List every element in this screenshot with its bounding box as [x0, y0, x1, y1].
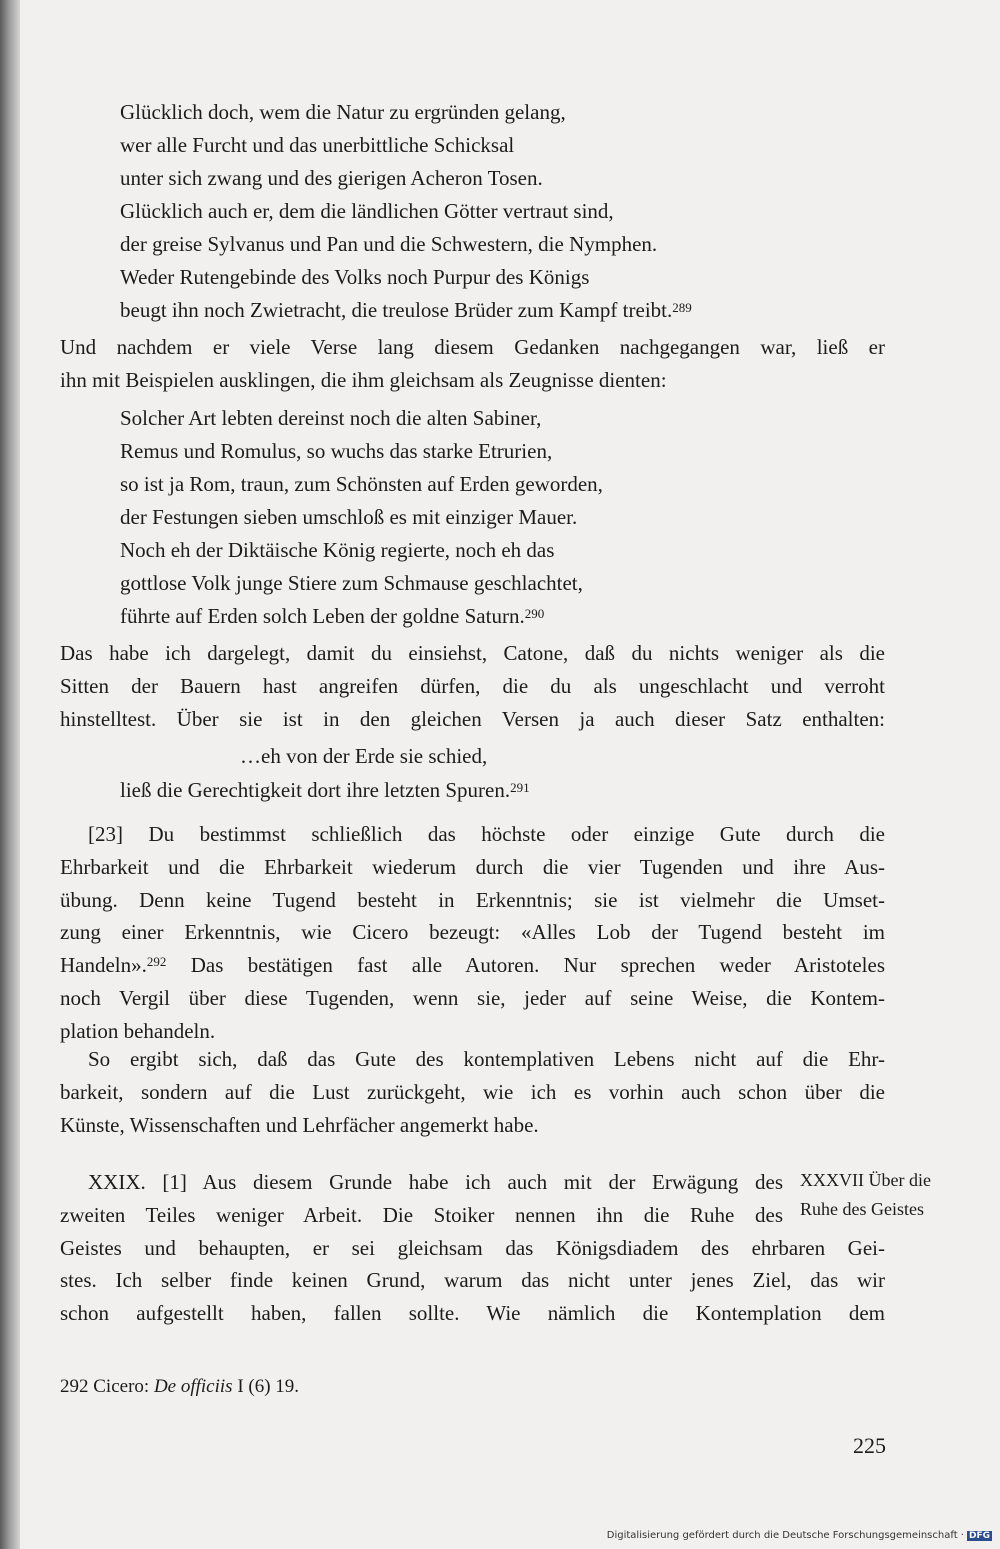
text-line: barkeit, sondern auf die Lust zurückgeht, wie ich es vorhin auch schon über die [60, 1079, 885, 1104]
text-line: [23] Du bestimmst schließlich das höchste oder einzige Gute durch die [88, 822, 885, 846]
verse-line [120, 294, 692, 327]
verse-line: Weder Rutengebinde des Volks noch Purpur des Königs [120, 265, 590, 289]
verse-line: wer alle Furcht und das unerbittliche Schicksal [120, 133, 515, 157]
margin-note-line: Ruhe des Geistes [800, 1199, 924, 1219]
verse-line: der Festungen sieben umschloß es mit einziger Mauer. [120, 505, 578, 529]
verse-line: Glücklich doch, wem die Natur zu ergründen gelang, [120, 100, 566, 124]
margin-note [800, 1166, 980, 1224]
text-line: noch Vergil über diese Tugenden, wenn sie, jeder auf seine Weise, die Kontem- [60, 985, 885, 1010]
page-number: 225 [853, 1433, 886, 1458]
text-line: XXIX. [1] Aus diesem Grunde habe ich auch mit der Erwägung des [88, 1170, 783, 1194]
dfg-logo: DFG [968, 1531, 990, 1541]
text-line: Das habe ich dargelegt, damit du einsiehst, Catone, daß du nichts weniger als die [60, 641, 885, 665]
footnote-ref[interactable]: 292 [146, 954, 167, 970]
footnote-work-title: De officiis [153, 1376, 233, 1397]
paragraph-2 [60, 637, 885, 735]
text-line [60, 949, 885, 982]
verse-line [120, 774, 530, 807]
verse-block-3-line-2 [120, 774, 530, 807]
verse-block-2 [120, 402, 603, 633]
verse-line-text: beugt ihn noch Zwietracht, die treulose Brüder zum Kampf treibt. [120, 298, 673, 322]
paragraph-5 [60, 1166, 885, 1330]
verse-line: Glücklich auch er, dem die ländlichen Götter vertraut sind, [120, 199, 614, 223]
text-fragment: Handeln». [60, 953, 147, 978]
footnote-text: I (6) 19. [232, 1376, 300, 1397]
verse-line: der greise Sylvanus und Pan und die Schwestern, die Nymphen. [120, 232, 658, 256]
text-line: schon aufgestellt haben, fallen sollte. Wie nämlich die Kontemplation dem [60, 1301, 885, 1326]
text-line: Geistes und behaupten, er sei gleichsam das Königsdiadem des ehrbaren Gei- [60, 1235, 885, 1260]
footnote-ref[interactable]: 291 [510, 780, 530, 795]
verse-line: Noch eh der Diktäische König regierte, noch eh das [120, 538, 555, 562]
paragraph-3 [60, 818, 885, 1048]
verse-line: Solcher Art lebten dereinst noch die alten Sabiner, [120, 406, 542, 430]
text-line: Und nachdem er viele Verse lang diesem Gedanken nachgegangen war, ließ er [60, 335, 885, 359]
margin-note-line: XXXVII Über die [800, 1170, 931, 1190]
paragraph-1 [60, 331, 885, 397]
text-line: Künste, Wissenschaften und Lehrfächer angemerkt habe. [60, 1112, 539, 1137]
text-fragment: Das bestätigen fast alle Autoren. Nur sprechen weder Aristoteles [166, 953, 885, 978]
text-line: So ergibt sich, daß das Gute des kontemplativen Lebens nicht auf die Ehr- [88, 1047, 885, 1071]
text-line: plation behandeln. [60, 1018, 216, 1043]
text-line: zweiten Teiles weniger Arbeit. Die Stoiker nennen ihn die Ruhe des [60, 1202, 783, 1227]
paragraph-4 [60, 1043, 885, 1141]
footnote-ref[interactable]: 290 [524, 606, 545, 621]
verse-line: …eh von der Erde sie schied, [240, 744, 488, 768]
text-line: zung einer Erkenntnis, wie Cicero bezeugt: «Alles Lob der Tugend besteht im [60, 920, 885, 945]
verse-line [120, 600, 603, 633]
text-line: ihn mit Beispielen ausklingen, die ihm gleichsam als Zeugnisse dienten: [60, 367, 667, 392]
footnote-292 [60, 1376, 299, 1398]
verse-block-3-line-1 [240, 740, 487, 773]
verse-line: so ist ja Rom, traun, zum Schönsten auf Erden geworden, [120, 472, 603, 496]
verse-line-text: führte auf Erden solch Leben der goldne Saturn. [120, 604, 525, 628]
footnote-text: 292 Cicero: [60, 1376, 154, 1397]
text-line: Sitten der Bauern hast angreifen dürfen, die du als ungeschlacht und verroht [60, 673, 885, 698]
verse-line: gottlose Volk junge Stiere zum Schmause geschlachtet, [120, 571, 583, 595]
text-line: stes. Ich selber finde keinen Grund, warum das nicht unter jenes Ziel, das wir [60, 1268, 885, 1293]
text-line: Ehrbarkeit und die Ehrbarkeit wiederum durch die vier Tugenden und ihre Aus- [60, 854, 885, 879]
verse-block-1 [120, 96, 692, 327]
verse-line-text: ließ die Gerechtigkeit dort ihre letzten Spuren. [120, 778, 511, 802]
verse-line: Remus und Romulus, so wuchs das starke Etrurien, [120, 439, 553, 463]
text-line: übung. Denn keine Tugend besteht in Erkenntnis; sie ist vielmehr die Umset- [60, 887, 885, 912]
digitization-credit [607, 1530, 992, 1541]
footnote-ref[interactable]: 289 [672, 300, 692, 315]
verse-line: unter sich zwang und des gierigen Acheron Tosen. [120, 166, 543, 190]
text-line: hinstelltest. Über sie ist in den gleichen Versen ja auch dieser Satz enthalten: [60, 706, 885, 731]
credit-text: Digitalisierung gefördert durch die Deutsche Forschungsgemeinschaft · [606, 1530, 964, 1541]
